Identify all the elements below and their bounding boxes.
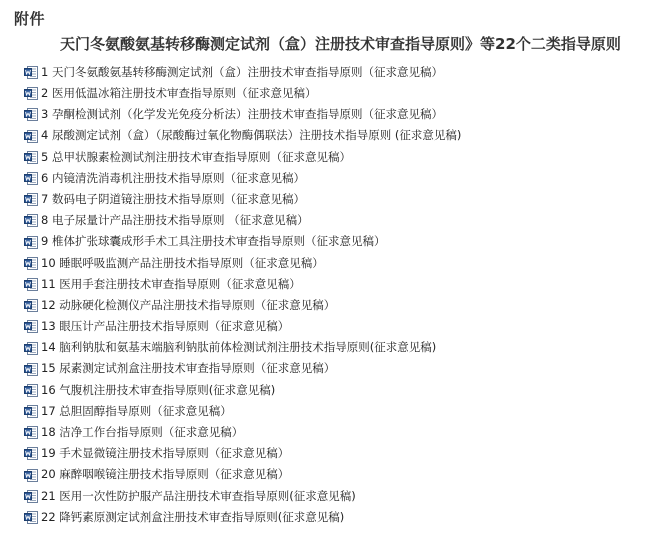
attachment-item-label: 18 洁净工作台指导原则（征求意见稿） [41, 425, 244, 440]
attachment-item-label: 6 内镜清洗消毒机注册技术指导原则（征求意见稿） [41, 170, 305, 185]
attachment-item[interactable] [24, 126, 461, 147]
word-document-icon [24, 236, 38, 249]
attachment-item[interactable] [24, 274, 461, 295]
attachment-item[interactable] [24, 337, 461, 358]
attachment-item-label: 7 数码电子阴道镜注册技术指导原则（征求意见稿） [41, 191, 305, 206]
attachment-item[interactable] [24, 295, 461, 316]
attachment-item[interactable] [24, 443, 461, 464]
attachment-item[interactable] [24, 465, 461, 486]
word-document-icon [24, 151, 38, 164]
attachment-item[interactable] [24, 507, 461, 528]
attachment-item[interactable] [24, 210, 461, 231]
attachment-item[interactable] [24, 359, 461, 380]
attachment-item[interactable] [24, 62, 461, 83]
word-document-icon [24, 257, 38, 270]
word-document-icon [24, 469, 38, 482]
attachment-item-label: 4 尿酸测定试剂（盒）（尿酸酶过氧化物酶偶联法）注册技术指导原则 (征求意见稿) [41, 128, 462, 143]
attachment-item-label: 12 动脉硬化检测仪产品注册技术指导原则（征求意见稿） [41, 297, 336, 312]
word-document-icon [24, 193, 38, 206]
attachment-item[interactable] [24, 422, 461, 443]
attachment-item-label: 14 脑利钠肽和氨基末端脑利钠肽前体检测试剂注册技术指导原则(征求意见稿) [41, 340, 437, 355]
word-document-icon [24, 66, 38, 79]
attachment-item-label: 13 眼压计产品注册技术指导原则（征求意见稿） [41, 319, 290, 334]
attachment-list [24, 62, 461, 528]
word-document-icon [24, 342, 38, 355]
attachment-item-label: 9 椎体扩张球囊成形手术工具注册技术审查指导原则（征求意见稿） [41, 234, 386, 249]
attachment-heading: 附件 [14, 10, 46, 28]
word-document-icon [24, 384, 38, 397]
word-document-icon [24, 130, 38, 143]
word-document-icon [24, 405, 38, 418]
word-document-icon [24, 363, 38, 376]
attachment-item-label: 3 孕酮检测试剂（化学发光免疫分析法）注册技术审查指导原则（征求意见稿） [41, 107, 443, 122]
word-document-icon [24, 278, 38, 291]
word-document-icon [24, 511, 38, 524]
attachment-item-label: 19 手术显微镜注册技术指导原则（征求意见稿） [41, 446, 290, 461]
attachment-item-label: 17 总胆固醇指导原则（征求意见稿） [41, 403, 232, 418]
word-document-icon [24, 320, 38, 333]
word-document-icon [24, 299, 38, 312]
word-document-icon [24, 426, 38, 439]
attachment-item-label: 10 睡眠呼吸监测产品注册技术指导原则（征求意见稿） [41, 255, 324, 270]
attachment-item-label: 15 尿素测定试剂盒注册技术审查指导原则（征求意见稿） [41, 361, 336, 376]
attachment-item-label: 20 麻醉咽喉镜注册技术指导原则（征求意见稿） [41, 467, 290, 482]
word-document-icon [24, 108, 38, 121]
word-document-icon [24, 172, 38, 185]
attachment-item[interactable] [24, 232, 461, 253]
attachment-item[interactable] [24, 253, 461, 274]
attachment-item-label: 8 电子尿量计产品注册技术指导原则 （征求意见稿） [41, 213, 309, 228]
attachment-item[interactable] [24, 189, 461, 210]
attachment-item-label: 11 医用手套注册技术审查指导原则（征求意见稿） [41, 276, 301, 291]
attachment-item[interactable] [24, 380, 461, 401]
attachment-item[interactable] [24, 486, 461, 507]
attachment-item-label: 21 医用一次性防护服产品注册技术审查指导原则(征求意见稿) [41, 488, 356, 503]
attachment-item[interactable] [24, 147, 461, 168]
document-title: 天门冬氨酸氨基转移酶测定试剂（盒）注册技术审查指导原则》等22个二类指导原则 [60, 35, 621, 53]
attachment-item-label: 2 医用低温冰箱注册技术审查指导原则（征求意见稿） [41, 86, 317, 101]
word-document-icon [24, 87, 38, 100]
attachment-item[interactable] [24, 168, 461, 189]
word-document-icon [24, 214, 38, 227]
attachment-item-label: 5 总甲状腺素检测试剂注册技术审查指导原则（征求意见稿） [41, 149, 351, 164]
attachment-item[interactable] [24, 104, 461, 125]
attachment-item-label: 22 降钙素原测定试剂盒注册技术审查指导原则(征求意见稿) [41, 509, 345, 524]
attachment-item-label: 16 气腹机注册技术审查指导原则(征求意见稿) [41, 382, 276, 397]
attachment-item[interactable] [24, 83, 461, 104]
attachment-item[interactable] [24, 316, 461, 337]
word-document-icon [24, 447, 38, 460]
word-document-icon [24, 490, 38, 503]
attachment-item[interactable] [24, 401, 461, 422]
attachment-item-label: 1 天门冬氨酸氨基转移酶测定试剂（盒）注册技术审查指导原则（征求意见稿） [41, 64, 443, 79]
